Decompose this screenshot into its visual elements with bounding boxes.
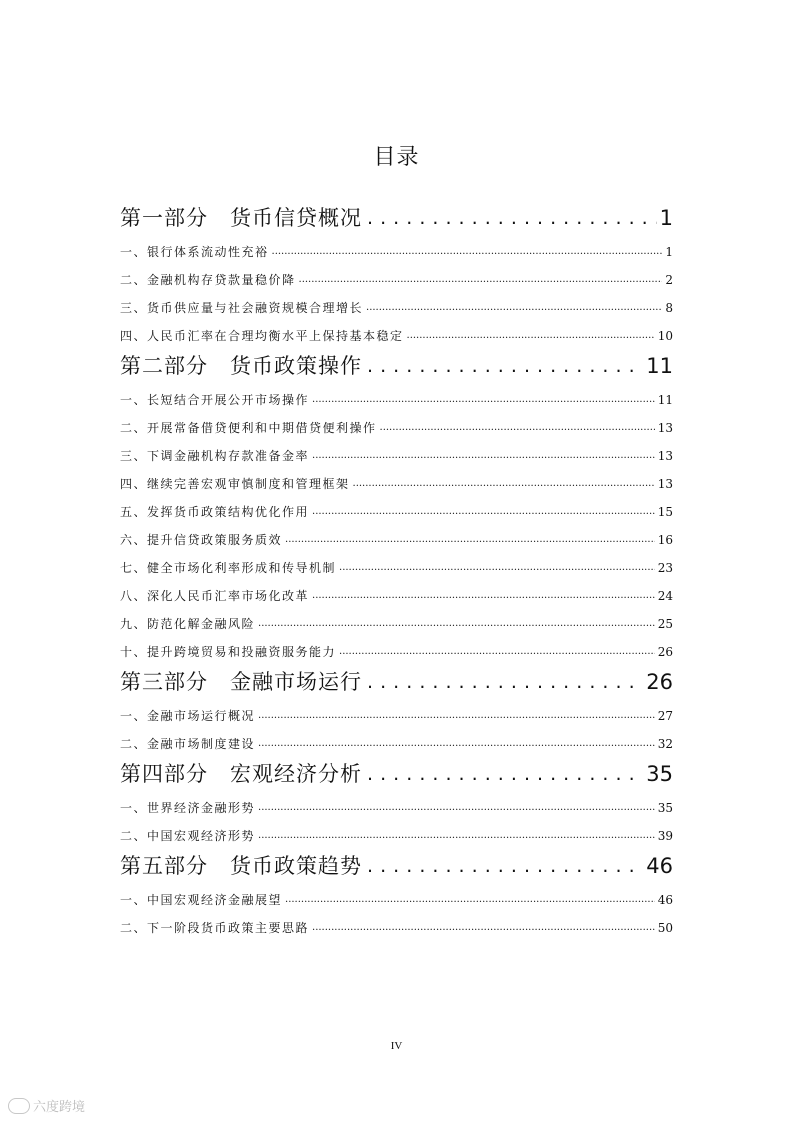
watermark-text: 六度跨境: [33, 1100, 86, 1115]
toc-section-entry[interactable]: [120, 410, 673, 438]
toc-page-number: 15: [657, 505, 673, 519]
toc-section-title: 四、继续完善宏观审慎制度和管理框架: [120, 477, 350, 491]
dot-leader: [285, 530, 655, 550]
toc-part-title: 金融市场运行: [230, 670, 362, 694]
toc-page-number: 35: [657, 801, 673, 815]
toc-part-label: 第五部分: [120, 854, 208, 878]
toc-section-entry[interactable]: [120, 882, 673, 910]
dot-leader: [272, 242, 663, 262]
toc-page-number: 39: [657, 829, 673, 843]
toc-page-number: 24: [657, 589, 673, 603]
toc-section-entry[interactable]: [120, 578, 673, 606]
dot-leader: [285, 890, 655, 910]
page-number: IV: [390, 1040, 403, 1052]
dot-leader: [365, 351, 643, 381]
toc-page-number: 16: [657, 533, 673, 547]
dot-leader: [258, 826, 655, 846]
toc-part-label: 第四部分: [120, 762, 208, 786]
dot-leader: [365, 667, 643, 697]
dot-leader: [380, 418, 655, 438]
dot-leader: [312, 446, 655, 466]
toc-page-number: 26: [646, 670, 673, 694]
toc-section-title: 四、人民币汇率在合理均衡水平上保持基本稳定: [120, 329, 404, 343]
toc-part-entry[interactable]: [120, 346, 673, 381]
toc-section-entry[interactable]: [120, 790, 673, 818]
toc-part-heading: [120, 851, 362, 881]
toc-page-number: 46: [646, 854, 673, 878]
toc-page-number: 1: [665, 245, 673, 259]
toc-section-entry[interactable]: [120, 290, 673, 318]
toc-section-entry[interactable]: [120, 438, 673, 466]
toc-part-heading: [120, 759, 362, 789]
toc-part-entry[interactable]: [120, 846, 673, 881]
watermark: [8, 1096, 85, 1115]
dot-leader: [407, 326, 655, 346]
toc-section-entry[interactable]: [120, 234, 673, 262]
toc-section-title: 一、金融市场运行概况: [120, 709, 256, 723]
watermark-logo-icon: [8, 1098, 30, 1114]
toc-part-label: 第二部分: [120, 354, 208, 378]
toc-section-title: 二、下一阶段货币政策主要思路: [120, 921, 310, 935]
toc-page-number: 50: [657, 921, 673, 935]
toc-part-heading: [120, 203, 362, 233]
dot-leader: [258, 798, 655, 818]
toc-part-title: 货币政策操作: [230, 354, 362, 378]
dot-leader: [365, 203, 657, 233]
toc-section-title: 一、中国宏观经济金融展望: [120, 893, 283, 907]
dot-leader: [258, 734, 655, 754]
toc-section-title: 二、金融机构存贷款量稳价降: [120, 273, 296, 287]
toc-page-number: 2: [665, 273, 673, 287]
toc-section-title: 六、提升信贷政策服务质效: [120, 533, 283, 547]
toc-section-entry[interactable]: [120, 606, 673, 634]
toc-section-entry[interactable]: [120, 726, 673, 754]
toc-section-title: 十、提升跨境贸易和投融资服务能力: [120, 645, 337, 659]
toc-section-title: 八、深化人民币汇率市场化改革: [120, 589, 310, 603]
toc-section-title: 二、金融市场制度建设: [120, 737, 256, 751]
toc-page-number: 26: [657, 645, 673, 659]
toc-page-number: 23: [657, 561, 673, 575]
toc-part-entry[interactable]: [120, 754, 673, 789]
toc-page-number: 32: [657, 737, 673, 751]
dot-leader: [312, 586, 655, 606]
toc-part-heading: [120, 351, 362, 381]
dot-leader: [339, 558, 655, 578]
toc-page-number: 13: [657, 449, 673, 463]
toc-page-number: 11: [657, 393, 673, 407]
dot-leader: [258, 706, 655, 726]
toc-section-title: 三、货币供应量与社会融资规模合理增长: [120, 301, 364, 315]
page-title: 目录: [373, 145, 420, 170]
toc-page-number: 13: [657, 421, 673, 435]
toc-section-title: 一、银行体系流动性充裕: [120, 245, 269, 259]
toc-page-number: 27: [657, 709, 673, 723]
dot-leader: [299, 270, 663, 290]
toc-part-entry[interactable]: [120, 198, 673, 233]
toc-page-number: 25: [657, 617, 673, 631]
toc-section-entry[interactable]: [120, 466, 673, 494]
toc-page-number: 11: [646, 354, 673, 378]
dot-leader: [258, 614, 655, 634]
table-of-contents: [120, 198, 673, 938]
toc-part-title: 货币信贷概况: [230, 206, 362, 230]
toc-page-number: 13: [657, 477, 673, 491]
toc-section-title: 二、开展常备借贷便利和中期借贷便利操作: [120, 421, 377, 435]
toc-part-title: 宏观经济分析: [230, 762, 362, 786]
toc-part-heading: [120, 667, 362, 697]
toc-section-title: 一、世界经济金融形势: [120, 801, 256, 815]
toc-page-number: 1: [659, 206, 673, 230]
toc-page-number: 46: [657, 893, 673, 907]
toc-part-label: 第三部分: [120, 670, 208, 694]
toc-section-title: 二、中国宏观经济形势: [120, 829, 256, 843]
dot-leader: [365, 759, 643, 789]
toc-part-title: 货币政策趋势: [230, 854, 362, 878]
toc-section-entry[interactable]: [120, 550, 673, 578]
toc-section-entry[interactable]: [120, 382, 673, 410]
toc-section-title: 三、下调金融机构存款准备金率: [120, 449, 310, 463]
toc-section-entry[interactable]: [120, 522, 673, 550]
dot-leader: [312, 502, 655, 522]
toc-section-title: 五、发挥货币政策结构优化作用: [120, 505, 310, 519]
dot-leader: [353, 474, 655, 494]
toc-section-entry[interactable]: [120, 818, 673, 846]
toc-part-entry[interactable]: [120, 662, 673, 697]
toc-part-label: 第一部分: [120, 206, 208, 230]
toc-section-title: 九、防范化解金融风险: [120, 617, 256, 631]
toc-page-number: 10: [657, 329, 673, 343]
toc-section-entry[interactable]: [120, 634, 673, 662]
dot-leader: [366, 298, 662, 318]
dot-leader: [312, 918, 655, 938]
toc-page-number: 35: [646, 762, 673, 786]
toc-section-title: 一、长短结合开展公开市场操作: [120, 393, 310, 407]
dot-leader: [339, 642, 655, 662]
toc-section-entry[interactable]: [120, 910, 673, 938]
toc-section-entry[interactable]: [120, 698, 673, 726]
toc-page-number: 8: [665, 301, 673, 315]
dot-leader: [365, 851, 643, 881]
toc-section-entry[interactable]: [120, 262, 673, 290]
toc-section-title: 七、健全市场化利率形成和传导机制: [120, 561, 337, 575]
toc-section-entry[interactable]: [120, 318, 673, 346]
toc-section-entry[interactable]: [120, 494, 673, 522]
dot-leader: [312, 390, 655, 410]
